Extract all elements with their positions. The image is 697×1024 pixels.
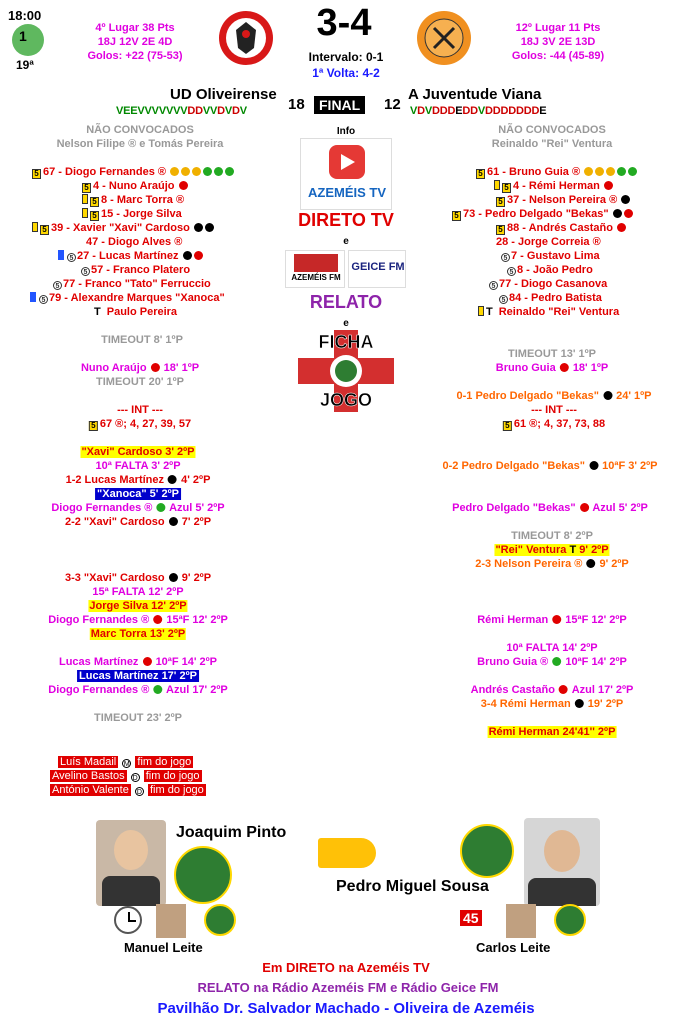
event: Rémi Herman 24'41'' 2ºP	[488, 726, 616, 738]
timeout-event: TIMEOUT 8' 1ºP	[101, 334, 183, 346]
away-player[interactable]: 5 84 - Pedro Batista	[498, 292, 602, 304]
footer-tv: Em DIRETO na Azeméis TV	[262, 960, 430, 975]
event: "Xanoca" 5' 2ºP	[97, 488, 179, 500]
home-player[interactable]: 5 77 - Franco "Tato" Ferruccio	[52, 278, 211, 290]
home-player[interactable]: 5 27 - Lucas Martínez	[58, 250, 204, 262]
interval-label: --- INT ---	[531, 404, 577, 416]
referee1-photo[interactable]	[96, 820, 166, 906]
home-team-logo[interactable]	[218, 8, 274, 68]
timeout-event: TIMEOUT 13' 1ºP	[508, 348, 596, 360]
referee2-name: Pedro Miguel Sousa	[336, 878, 489, 895]
info-label: Info	[336, 126, 356, 137]
away-team-name[interactable]: A Juventude Viana	[408, 86, 542, 103]
footer-radio: RELATO na Rádio Azeméis FM e Rádio Geice FM	[197, 980, 499, 995]
away-player[interactable]: 5 4 - Rémi Herman	[494, 180, 614, 193]
timeout-event: TIMEOUT 20' 1ºP	[96, 376, 184, 388]
event: "Xavi" Cardoso 3' 2ºP	[81, 446, 195, 458]
home-record: 18J 12V 2E 4D	[97, 36, 173, 48]
away-player[interactable]: 5 77 - Diogo Casanova	[488, 278, 607, 290]
away-goals: Golos: -44 (45-89)	[511, 50, 605, 62]
round-badge: 1	[19, 28, 27, 44]
and-label: e	[343, 236, 349, 247]
home-standing: 4º Lugar 38 Pts	[95, 22, 175, 34]
referee-association-logo	[460, 824, 514, 878]
event: "Rei" Ventura T 9' 2ºP	[495, 544, 609, 556]
goal-event: 2-3 Nelson Pereira ® 9' 2ºP	[475, 558, 629, 570]
end-row: Luís Madail M fim do jogo	[60, 756, 192, 768]
goal-event: 3-4 Rémi Herman 19' 2ºP	[480, 698, 624, 710]
home-player[interactable]: 47 - Diogo Alves ®	[86, 236, 183, 248]
home-player[interactable]: 5 57 - Franco Platero	[80, 264, 190, 276]
event: Marc Torra 13' 2ºP	[90, 628, 186, 640]
event: Andrés Castaño Azul 17' 2ºP	[470, 684, 634, 696]
interval-subs: 5 61 ®; 4, 37, 73, 88	[503, 418, 605, 431]
goal-event: 3-3 "Xavi" Cardoso 9' 2ºP	[64, 572, 212, 584]
event: Lucas Martínez 17' 2ºP	[79, 670, 197, 682]
end-row: António Valente D fim do jogo	[52, 784, 204, 796]
score: 3-4	[316, 2, 372, 44]
home-player[interactable]: 5 67 - Diogo Fernandes ®	[32, 166, 235, 179]
azemeis-fm-logo[interactable]: AZEMÉIS FM	[285, 250, 345, 288]
away-player[interactable]: 5 88 - Andrés Castaño	[496, 222, 627, 235]
interval-label: --- INT ---	[117, 404, 163, 416]
event: Bruno Guia 18' 1ºP	[495, 362, 609, 374]
clock-icon	[114, 906, 142, 934]
away-form-sequence: VDVDDDEDDVDDDDDDDE	[410, 105, 547, 117]
direto-tv-label: DIRETO TV	[298, 210, 394, 230]
home-team-name[interactable]: UD Oliveirense	[170, 86, 277, 103]
interval-subs: 5 67 ®; 4, 27, 39, 57	[89, 418, 191, 431]
footer-venue: Pavilhão Dr. Salvador Machado - Oliveira de Azeméis	[157, 1000, 535, 1017]
timeout-event: TIMEOUT 23' 2ºP	[94, 712, 182, 724]
event: 10ª FALTA 3' 2ºP	[95, 460, 181, 472]
event: Pedro Delgado "Bekas" Azul 5' 2ºP	[452, 502, 648, 514]
away-record: 18J 3V 2E 13D	[520, 36, 596, 48]
referee-association-logo	[204, 904, 236, 936]
home-coach[interactable]: T Paulo Pereira	[94, 306, 178, 318]
away-player[interactable]: 28 - Jorge Correia ®	[496, 236, 601, 248]
match-time: 18:00	[8, 8, 42, 23]
event: Rémi Herman 15ªF 12' 2ºP	[477, 614, 627, 626]
goal-event: 2-2 "Xavi" Cardoso 7' 2ºP	[64, 516, 212, 528]
first-leg-score: 1ª Volta: 4-2	[312, 66, 380, 80]
azemeis-tv-logo[interactable]: AZEMÉIS TV	[300, 138, 392, 210]
referee-association-logo	[554, 904, 586, 936]
shot-clock-badge: 45	[460, 910, 482, 926]
home-goals: Golos: +22 (75-53)	[87, 50, 183, 62]
home-player[interactable]: 5 39 - Xavier "Xavi" Cardoso	[32, 222, 215, 235]
away-coach[interactable]: T Reinaldo "Rei" Ventura	[478, 306, 619, 318]
referee1-name: Joaquim Pinto	[176, 824, 287, 841]
away-player[interactable]: 5 61 - Bruno Guia ®	[476, 166, 638, 179]
home-not-called-title: NÃO CONVOCADOS	[86, 124, 194, 136]
end-row: Avelino Bastos D fim do jogo	[52, 770, 200, 782]
and-label: e	[343, 318, 349, 329]
goal-event: 0-1 Pedro Delgado "Bekas" 24' 1ºP	[456, 390, 652, 402]
home-rank: 18	[288, 96, 305, 113]
event: Diogo Fernandes ® 15ªF 12' 2ºP	[48, 614, 228, 626]
away-player[interactable]: 5 8 - João Pedro	[506, 264, 593, 276]
home-not-called: Nelson Filipe ® e Tomás Pereira	[56, 138, 224, 150]
away-player[interactable]: 5 7 - Gustavo Lima	[500, 250, 600, 262]
event: Diogo Fernandes ® Azul 5' 2ºP	[51, 502, 225, 514]
away-standing: 12º Lugar 11 Pts	[515, 22, 601, 34]
timekeeper-photo[interactable]	[506, 904, 536, 938]
relato-label: RELATO	[309, 292, 383, 312]
home-player[interactable]: 5 79 - Alexandre Marques "Xanoca"	[30, 292, 225, 304]
timekeeper-photo[interactable]	[156, 904, 186, 938]
halftime-score: Intervalo: 0-1	[308, 50, 384, 64]
timekeeper1-name: Manuel Leite	[124, 940, 203, 955]
home-form-sequence: VEEVVVVVVVDDVVDVDV	[116, 105, 247, 117]
final-badge: FINAL	[314, 96, 365, 114]
event: Jorge Silva 12' 2ºP	[89, 600, 187, 612]
timeout-event: TIMEOUT 8' 2ºP	[511, 530, 593, 542]
whistle-icon	[318, 838, 376, 868]
home-player[interactable]: 5 4 - Nuno Araújo	[82, 180, 189, 193]
event: Diogo Fernandes ® Azul 17' 2ºP	[48, 684, 228, 696]
event: Nuno Araújo 18' 1ºP	[80, 362, 200, 374]
event: 10ª FALTA 14' 2ºP	[506, 642, 598, 654]
event: Lucas Martínez 10ªF 14' 2ºP	[58, 656, 218, 668]
away-player[interactable]: 5 73 - Pedro Delgado "Bekas"	[452, 208, 634, 221]
away-not-called-title: NÃO CONVOCADOS	[498, 124, 606, 136]
round-ball-icon	[12, 24, 44, 56]
home-player[interactable]: 5 8 - Marc Torra ®	[82, 194, 184, 207]
event: Bruno Guia ® 10ªF 14' 2ºP	[477, 656, 627, 668]
away-rank: 12	[384, 96, 401, 113]
away-player[interactable]: 5 37 - Nelson Pereira ®	[496, 194, 631, 207]
geice-fm-logo[interactable]: GEICE FM	[348, 250, 406, 288]
ficha-jogo-logo[interactable]: FICHA JOGO	[298, 330, 394, 412]
home-player[interactable]: 5 15 - Jorge Silva	[82, 208, 182, 221]
event: 15ª FALTA 12' 2ºP	[92, 586, 184, 598]
timekeeper2-name: Carlos Leite	[476, 940, 551, 955]
round-number: 19ª	[16, 58, 34, 72]
goal-event: 1-2 Lucas Martínez 4' 2ºP	[65, 474, 211, 486]
referee2-photo[interactable]	[524, 818, 600, 906]
goal-event: 0-2 Pedro Delgado "Bekas" 10ªF 3' 2ºP	[442, 460, 658, 472]
referee-association-logo	[174, 846, 232, 904]
away-not-called: Reinaldo "Rei" Ventura	[491, 138, 613, 150]
away-team-logo[interactable]	[416, 10, 472, 66]
